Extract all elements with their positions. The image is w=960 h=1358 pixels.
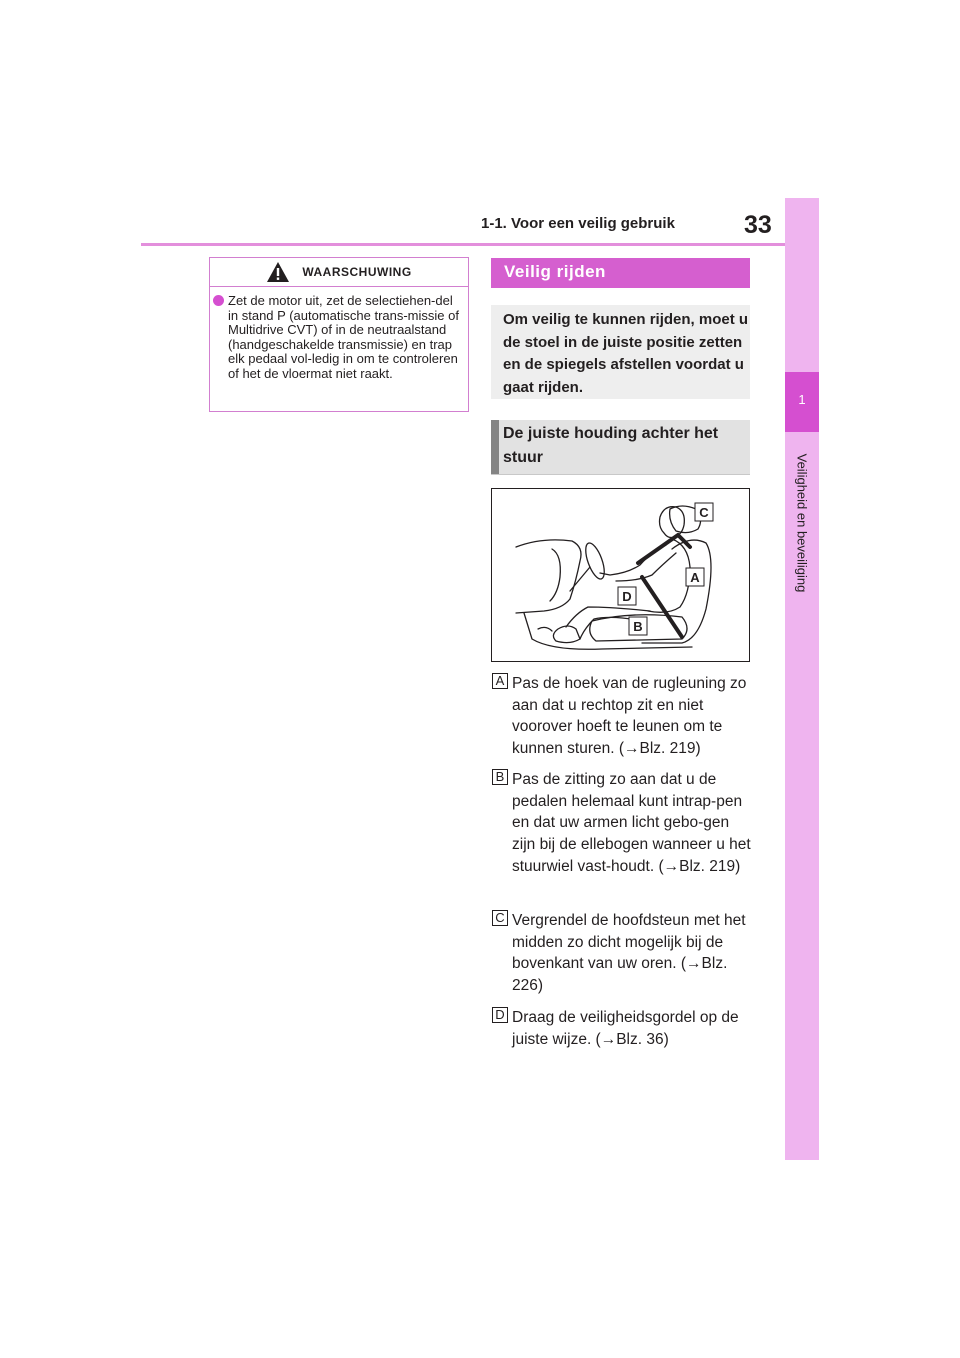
item-text: Pas de hoek van de rugleuning zo aan dat u rechtop zit en niet voorover hoeft te leunen om te kunnen sturen. (→Blz. 219) xyxy=(512,675,747,758)
item-marker: C xyxy=(492,910,508,926)
item-marker: B xyxy=(492,769,508,785)
chapter-number: 1 xyxy=(798,392,806,407)
item-marker: A xyxy=(492,673,508,689)
svg-text:A: A xyxy=(690,570,700,585)
item-text: Draag de veiligheidsgordel op de juiste wijze. (→Blz. 36) xyxy=(512,1009,739,1048)
intro-box xyxy=(491,305,750,399)
callout-c xyxy=(695,503,713,521)
item-marker: D xyxy=(492,1007,508,1023)
callout-a xyxy=(686,568,704,586)
warning-text: Zet de motor uit, zet de selectiehen-del in stand P (automatische trans-missie of Multidrive CVT) of in de neutraalstand (handgeschakelde transmissie) en trap elk pedaal vol-ledig in om te controleren of het de vloermat niet raakt. xyxy=(228,293,459,381)
warning-body xyxy=(210,287,468,381)
driving-posture-illustration xyxy=(491,488,750,662)
subheading-text: De juiste houding achter het stuur xyxy=(503,425,719,466)
chapter-side-tab xyxy=(785,198,819,1160)
page-number: 33 xyxy=(744,211,772,239)
svg-text:B: B xyxy=(633,619,643,634)
chapter-label: Veiligheid en beveiliging xyxy=(794,453,810,593)
subheading-underline xyxy=(491,474,750,475)
item-text: Pas de zitting zo aan dat u de pedalen helemaal kunt intrap-pen en dat uw armen licht gebo-gen zijn bij de ellebogen wanneer u het stuurwiel vast-houdt. (→Blz. 219) xyxy=(512,771,751,875)
svg-text:D: D xyxy=(622,589,632,604)
callout-b xyxy=(629,617,647,635)
callout-d xyxy=(618,587,636,605)
warning-header xyxy=(210,258,468,287)
subheading xyxy=(491,420,750,474)
intro-text: Om veilig te kunnen rijden, moet u de stoel in de juiste positie zetten en de spiegels afstellen voordat u gaat rijden. xyxy=(503,311,749,396)
section-title: 1-1. Voor een veilig gebruik xyxy=(481,215,675,232)
svg-text:C: C xyxy=(699,505,709,520)
header-divider xyxy=(141,243,785,246)
warning-title: WAARSCHUWING xyxy=(302,265,412,279)
warning-triangle-icon xyxy=(266,261,290,283)
section-heading xyxy=(491,258,750,288)
item-text: Vergrendel de hoofdsteun met het midden zo dicht mogelijk bij de bovenkant van uw oren. (→Blz. 226) xyxy=(512,912,746,995)
driver-seat-drawing xyxy=(492,489,749,661)
section-heading-text: Veilig rijden xyxy=(504,262,606,281)
warning-box xyxy=(209,257,469,412)
bullet-icon xyxy=(213,295,224,306)
